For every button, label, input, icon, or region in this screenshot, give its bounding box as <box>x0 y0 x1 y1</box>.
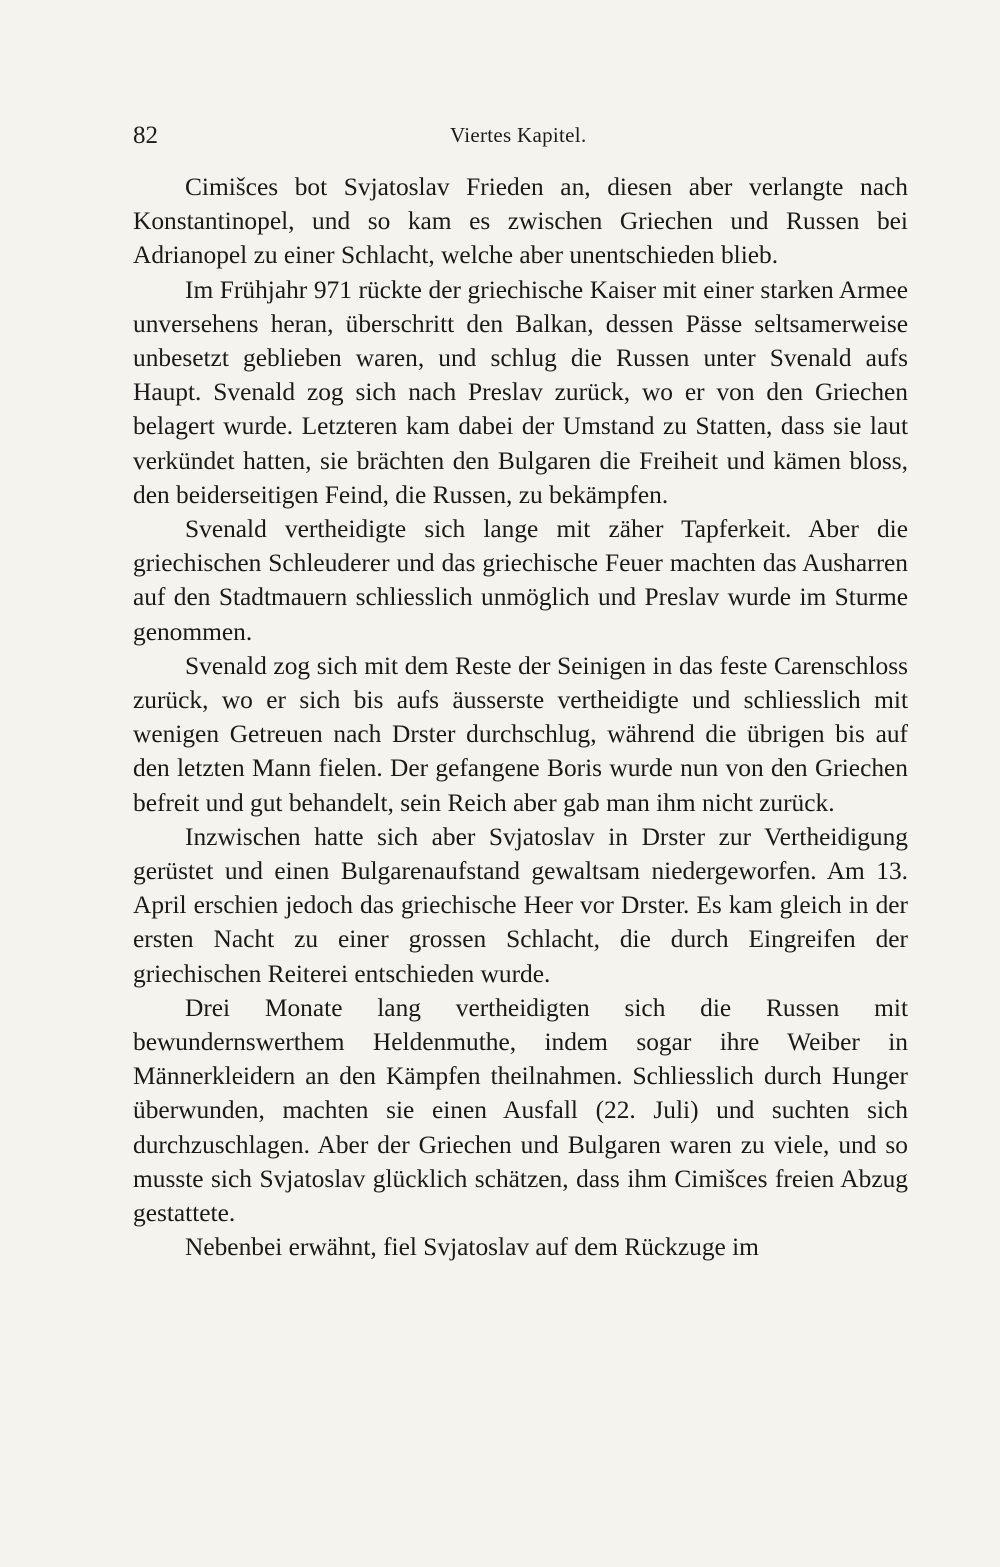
page-header <box>133 118 908 158</box>
paragraph-3: Svenald vertheidigte sich lange mit zäher Tapferkeit. Aber die griechischen Schleuderer und das griechische Feuer machten das Ausharren auf den Stadtmauern schliesslich unmöglich und Preslav wurde im Sturme genommen. <box>133 515 908 646</box>
page-number: 82 <box>133 122 158 149</box>
running-head: Viertes Kapitel. <box>450 123 587 147</box>
paragraph-2: Im Frühjahr 971 rückte der griechische Kaiser mit einer starken Armee unversehens heran, überschritt den Balkan, dessen Pässe seltsamerweise unbesetzt geblieben waren, und schlug die Russen unter Svenald aufs Haupt. Svenald zog sich nach Preslav zurück, wo er von den Griechen belagert wurde. Letzteren kam dabei der Umstand zu Statten, dass sie laut verkündet hatten, sie brächten den Bulgaren die Freiheit und kämen bloss, den beiderseitigen Feind, die Russen, zu bekämpfen. <box>133 275 908 509</box>
paragraph-1: Cimišces bot Svjatoslav Frieden an, diesen aber verlangte nach Konstantinopel, und so kam es zwischen Griechen und Russen bei Adrianopel zu einer Schlacht, welche aber unentschieden blieb. <box>133 173 908 270</box>
paragraph-7: Nebenbei erwähnt, fiel Svjatoslav auf dem Rückzuge im <box>185 1233 759 1262</box>
paragraph-5: Inzwischen hatte sich aber Svjatoslav in Drster zur Vertheidigung gerüstet und einen Bulgarenaufstand gewaltsam niedergeworfen. Am 13. April erschien jedoch das griechische Heer vor Drster. Es kam gleich in der ersten Nacht zu einer grossen Schlacht, die durch Eingreifen der griechischen Reiterei entschieden wurde. <box>133 822 908 988</box>
paragraph-6: Drei Monate lang vertheidigten sich die Russen mit bewundernswerthem Heldenmuthe, indem sogar ihre Weiber in Männerkleidern an den Kämpfen theilnahmen. Schliesslich durch Hunger überwunden, machten sie einen Ausfall (22. Juli) und suchten sich durchzuschlagen. Aber der Griechen und Bulgaren waren zu viele, und so musste sich Svjatoslav glücklich schätzen, dass ihm Cimišces freien Abzug gestattete. <box>133 993 908 1228</box>
body-text <box>133 170 908 1265</box>
paragraph-4: Svenald zog sich mit dem Reste der Seinigen in das feste Carenschloss zurück, wo er sich bis aufs äusserste vertheidigte und schliesslich mit wenigen Getreuen nach Drster durchschlug, während die übrigen bis auf den letzten Mann fielen. Der gefangene Boris wurde nun von den Griechen befreit und gut behandelt, sein Reich aber gab man ihm nicht zurück. <box>133 651 908 817</box>
